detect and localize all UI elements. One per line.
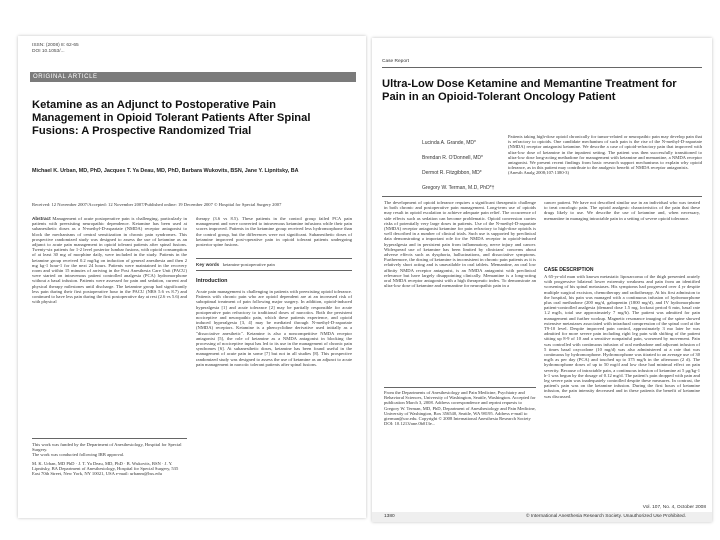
case-report-label: Case Report [382, 59, 409, 64]
section-label: ORIGINAL ARTICLE [33, 73, 98, 80]
abstract [32, 216, 187, 304]
footnote-divider [32, 438, 187, 439]
keywords-text: ketamine·postoperative pain [222, 262, 275, 267]
body-column-right: cancer patient. We have not described similar use in an individual who was treated to treat oncologic pain. The opioid analgesic characteristics of the pain that these drugs likely to use. We describe the use of ketamine and, when necessary, memantine in managing intractable pain in a setting of severe opioid tolerance. [544, 200, 700, 221]
page-number: 1380 [384, 514, 395, 519]
abstract-text: Management of acute postoperative pain is challenging, particularly in patients with preexisting neuropathic dependence. Ketamine has been used at subanesthetic doses as a N-methyl-D-aspartate (NMDA) receptor antagonist to block the mechanisms of central sensitization in chronic pain syndromes. This prospective randomized study was designed to assess the use of ketamine as an adjunct to acute pain management in opioid tolerant patients after spinal fusions. Twenty-six patients for 1-2 level posterior lumbar fusions, with opioid consumption of at least 30 mg of morphine daily, were included in the study. Patients in the ketamine group received 0.2 mg/kg on induction of general anesthesia and then 2 mg kg-1 hour-1 for the next 24 hours. Patients were maintained in the recovery room and within 15 minutes of arriving in the Post Anesthesia Care Unit (PACU) were started on intravenous patient controlled analgesia (PCA) hydromorphone without a basal infusion. Patients were assessed for pain and sedation, current and physical therapy milestones until discharge. The ketamine group had significantly less pain during their first postoperative hour in the PACU (NRS 5.6 vs 8.7) and continued to have less pain during the first postoperative day at rest (2.6 vs 5.6) and with physical [32, 216, 187, 305]
case-description-text: A 65-yr-old man with known metastatic liposarcoma of the thigh presented acutely with progressive bilateral lower extremity weakness and pain from an identified worsening of his spinal metastases. His symptoms had progressed over 4 yr despite multiple surgical excision, chemotherapy and radiotherapy. At his first admission to the hospital, his pain was managed with a continuous infusion of hydromorphone plus oral methadone (200 mg/d, gabapentin (1800 mg/d), and IV hydromorphone patient-controlled analgesia (demand dose 1.5 mg, lockout period 6 min, basal rate 1.2 mg/h, total use approximately 7 mg/h). The patient was admitted for pain management and further workup. Magnetic resonance imaging of the spine showed extensive metastases associated with intradural compression of the spinal cord at the T9-10 level. Despite improved pain control, approximately 3 mo later he was admitted for more severe pain including right leg pain with shifting of the patient sitting up 8-9 of 10 and a sensitive nonpainful pain, worsened by movement. Pain was controlled with continuous infusion of oral methadone and adjuvant infusion of 5 times basal oxycodone (10 mg/d) was also administered at a rate that was continuous by hydromorphone. Hydromorphone was titrated to an average use of 30 mg/h as per day (PCA) and touched up to 375 mg/h in the afternoon (2 d). The hydromorphone doses of up to 50 mg/d and low dose had minimal effect on pain severity. Because of intractable pain, a continuous infusion of ketamine at 5 μg/kg-1 h-1 was begun by the dosage of 0.12 mg/d. The patient's pain dropped with pain and leg severe pain was inadequately controlled despite these measures. In contrast, the patient's pain was on the ketamine infusion. During the first hours of ketamine infusion, the pain intensity decreased and in these patients the benefit of ketamine was discussed. [544, 274, 700, 399]
intro-text: Acute pain management is challenging in patients with preexisting opioid tolerance. Patients with chronic pain who are opioid dependent are at an increased risk of suboptimal treatment of pain following major surgery. In addition, opioid-induced hyperalgesia [1] and acute tolerance [2] may be partially responsible for acute postoperative pain refractory to traditional doses of narcotics. Both the persistent nociceptive and neuropathic pain, which these patients experience, and opioid induced hyperalgesia [3, 4] may be mediated through N-methyl-D-aspartate (NMDA) receptors. Ketamine is a phencyclidine derivative used initially as a "dissociative anesthetic". Ketamine is also a noncompetitive NMDA receptor antagonist [5], the role of ketamine as a NMDA antagonist in blocking the processing of nociceptive input has led to its use in the management of chronic pain syndromes [6]. At subanesthetic doses, ketamine has been found useful in the management of acute pain in some [7] but not in all studies [8]. This prospective randomized study was designed to assess the use of ketamine as an adjunct to acute pain management in narcotic tolerant patients after spinal fusions. [196, 289, 352, 367]
divider [382, 196, 702, 197]
article-title: Ketamine as an Adjunct to Postoperative Pain Management in Opioid Tolerant Patients After Spinal Fusions: A Prospective Randomized Trial [32, 99, 311, 137]
issn-line: ISSN: (2008) 8: 62-65 [32, 43, 79, 48]
keywords-label: Key words [196, 262, 220, 267]
article-authors: Michael K. Urban, MD, PhD, Jacques T. Ya Deau, MD, PhD, Barbara Wukovits, BSN, Jane Y. Lipnitsky, BA [32, 168, 299, 174]
received-dates: Received: 12 November 2007/Accepted: 12 November 2007/Published online: 19 December 2007 © Hospital for Special Surgery 2007 [32, 202, 282, 207]
author-name: Dermot R. Fitzgibbon, MD* [422, 170, 482, 176]
affiliation-note: From the Departments of Anesthesiology and Pain Medicine, Psychiatry and Behavioral Sciences, University of Washington, Seattle, Washington. Accepted for publication March 3, 2008. Address correspondence and reprint requests to Gregory W. Terman, MD, PhD, Department of Anesthesiology and Pain Medicine, University of Washington, Box 356540, Seattle, WA 98195. Address e-mail to gterman@uw.edu. Copyright © 2008 International Anesthesia Research Society DOI: 10.1213/ane.0b013e... [384, 390, 536, 427]
abstract-label: Abstract [32, 216, 51, 221]
header-rule [382, 67, 702, 68]
intro-heading: Introduction [196, 278, 228, 284]
keywords [196, 262, 352, 267]
volume-info: Vol. 107, No. 4, October 2008 [642, 505, 706, 510]
journal-meta [32, 43, 79, 54]
article-page-right [372, 38, 712, 522]
footnote-affiliation: M. K. Urban, MD PhD · J. T. Ya Deau, MD, PhD · B. Wukovits, BSN · J. Y. Lipnitsky, BA Department of Anesthesiology, Hospital for Special Surgery, 535 East 70th Street, New York, NY 10021, USA e-mail: urbanm@hss.edu [32, 460, 179, 477]
copyright-notice: © International Anesthesia Research Society. Unauthorized Use Prohibited. [526, 514, 686, 519]
author-name: Lucinda A. Grande, MD* [422, 140, 476, 146]
page-footer [372, 505, 712, 522]
footnote-funding: This work was funded by the Department of Anesthesiology, Hospital for Special Surgery. [32, 442, 182, 453]
footnote-divider [384, 387, 536, 388]
divider [196, 258, 352, 259]
case-description-heading: CASE DESCRIPTION [544, 267, 594, 273]
abstract [508, 134, 702, 176]
abstract-citation: (Anesth Analg 2008;107:1380-3) [508, 170, 569, 176]
doi-line: DOI 10.1053/... [32, 48, 65, 54]
author-name: Brendan R. O'Donnell, MD* [422, 155, 483, 161]
abstract-text: Patients taking high-dose opioid chronically for tumor-related or neuropathic pain may develop pain that is refractory to opioids. One candidate mechanism of such pain is the rise of the N-methyl-D-aspartate (NMDA) receptor antagonist ketamine. We describe a case of opioid-refractory pain that improved with ultra-low dose of ketamine in the inpatient setting. The patient was then successfully transitioned to ultra-low dose long-acting methadone for management with ketamine and memantine, a NMDA receptor antagonist. We present recent findings from basic research support mechanisms to explain why opioid tolerance, as in this patient may contribute to the analgesic benefit of NMDA receptor antagonists. [508, 134, 702, 171]
body-column-left: The development of opioid tolerance requires a significant therapeutic challenge in both chronic and postoperative pain management. Long-term use of opioids may result in opioid escalation to achieve adequate pain relief. The occurrence of side effects such as sedation can become problematic. Opioid conversion carries risks of potentially very large doses in patients. Use of the N-methyl-D-aspartate (NMDA) receptor antagonist ketamine for pain refractory to high-dose opioids is well described in a number of clinical trials. Such use is supported by preclinical data demonstrating a important role for the NMDA receptor in opioid-induced hyperalgesia and in persistent pain from inflammatory, nerve injury and cancer. Widespread use of ketamine has been limited by clinicians' concerns about adverse effects such as dysphoria, hallucinations, and dissociative symptoms. Furthermore, the dosing of ketamine is inconsistent in chronic pain patients as it is relatively short acting and is unavailable in oral tablets. Memantine, an oral low affinity NMDA receptor antagonist, is an NMDA antagonist with preclinical relevance but have largely disappointing clinically. Memantine is a long-acting oral NMDA receptor antagonist with a high therapeutic index. To demonstrate an ultra-low dose of ketamine and memantine for neuropathic pain in a [384, 200, 536, 289]
article-title: Ultra-Low Dose Ketamine and Memantine Treatment for Pain in an Opioid-Tolerant Oncology Patient [382, 78, 677, 103]
section-band [30, 72, 356, 82]
footnotes [32, 442, 187, 476]
author-name: Gregory W. Terman, M.D, PhD*† [422, 185, 495, 191]
footnote-irb: The work was conducted following IRB approval. [32, 452, 125, 458]
abstract-continued: therapy (3.6 vs 8.5). These patients in the control group failed PCA pain management and were converted to intravenous ketamine infusions while their pain scores improved. Patients in the ketamine group received less hydromorphone than the control group, but the differences were not significant. Subanesthetic doses of ketamine improved post-operative pain in opioid tolerant patients undergoing posterior spine fusions. [196, 216, 352, 248]
article-page-left [18, 36, 366, 518]
divider [196, 270, 352, 271]
